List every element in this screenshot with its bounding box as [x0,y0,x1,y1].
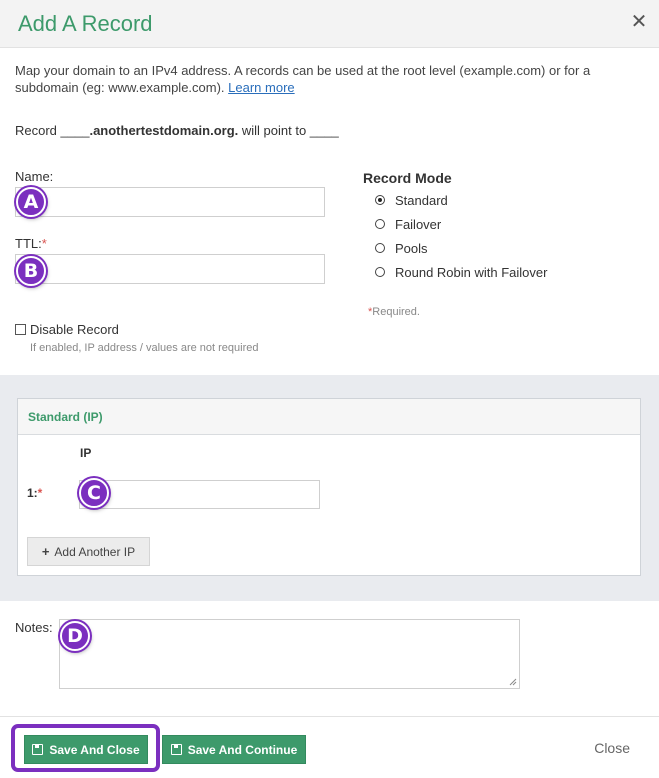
radio-failover[interactable] [375,215,441,233]
radio-standard-label: Standard [395,192,448,208]
dialog-header [0,0,659,48]
record-domain: .anothertestdomain.org. [89,123,239,138]
notes-label: Notes: [15,620,53,635]
annotation-badge-d: D [60,621,90,651]
radio-round-robin[interactable] [375,263,547,281]
close-icon[interactable]: ✕ [630,11,648,33]
radio-button-selected[interactable] [375,195,385,205]
save-and-close-label: Save And Close [49,742,140,757]
notes-textarea[interactable] [59,619,520,689]
close-link[interactable]: Close [594,740,630,756]
ip-column-header: IP [80,446,92,460]
record-prefix: Record ____ [15,123,90,138]
ttl-label-text: TTL: [15,236,42,251]
add-another-ip-button[interactable] [27,537,150,566]
description-text: Map your domain to an IPv4 address. A records can be used at the root level (example.com) or for a subdomain (eg: www.example.com). [15,63,591,95]
ip-row-number: 1: [27,486,38,500]
radio-round-robin-label: Round Robin with Failover [395,264,548,280]
annotation-badge-a: A [16,187,46,217]
ip-input[interactable] [79,480,320,509]
radio-pools-label: Pools [395,240,428,256]
annotation-badge-c: C [79,478,109,508]
panel-header [18,399,640,435]
footer-divider [0,716,659,717]
annotation-badge-b: B [16,256,46,286]
ip-required-mark: * [37,486,43,500]
record-suffix: will point to ____ [238,123,339,138]
annotation-highlight-box [11,724,160,772]
disable-record-hint: If enabled, IP address / values are not required [30,342,259,354]
radio-standard[interactable] [375,191,448,209]
radio-button[interactable] [375,243,385,253]
required-note [368,306,420,318]
name-label: Name: [15,169,54,184]
save-and-continue-button[interactable] [162,735,306,764]
save-icon [171,744,182,755]
disable-record-label: Disable Record [30,322,119,337]
dialog-description [15,62,635,96]
ip-row-label [27,486,42,500]
dialog-title: Add A Record [18,11,153,36]
disable-record-checkbox[interactable] [15,324,26,335]
disable-record-row[interactable] [15,322,119,337]
ttl-required-mark: * [41,236,47,251]
record-mode-title: Record Mode [363,170,452,186]
radio-button[interactable] [375,219,385,229]
panel-title: Standard (IP) [28,410,103,424]
add-another-ip-label: Add Another IP [54,544,136,559]
radio-failover-label: Failover [395,216,442,232]
plus-icon: + [41,544,50,559]
learn-more-link[interactable]: Learn more [228,80,295,95]
ttl-label [15,236,47,251]
radio-button[interactable] [375,267,385,277]
save-and-continue-label: Save And Continue [187,742,298,757]
name-input[interactable] [15,187,325,217]
ttl-input[interactable] [15,254,325,284]
required-mark: * [368,306,373,318]
resize-grip-icon[interactable] [509,678,517,686]
required-note-text: Required. [372,306,420,318]
record-preview [15,123,339,138]
radio-pools[interactable] [375,239,428,257]
